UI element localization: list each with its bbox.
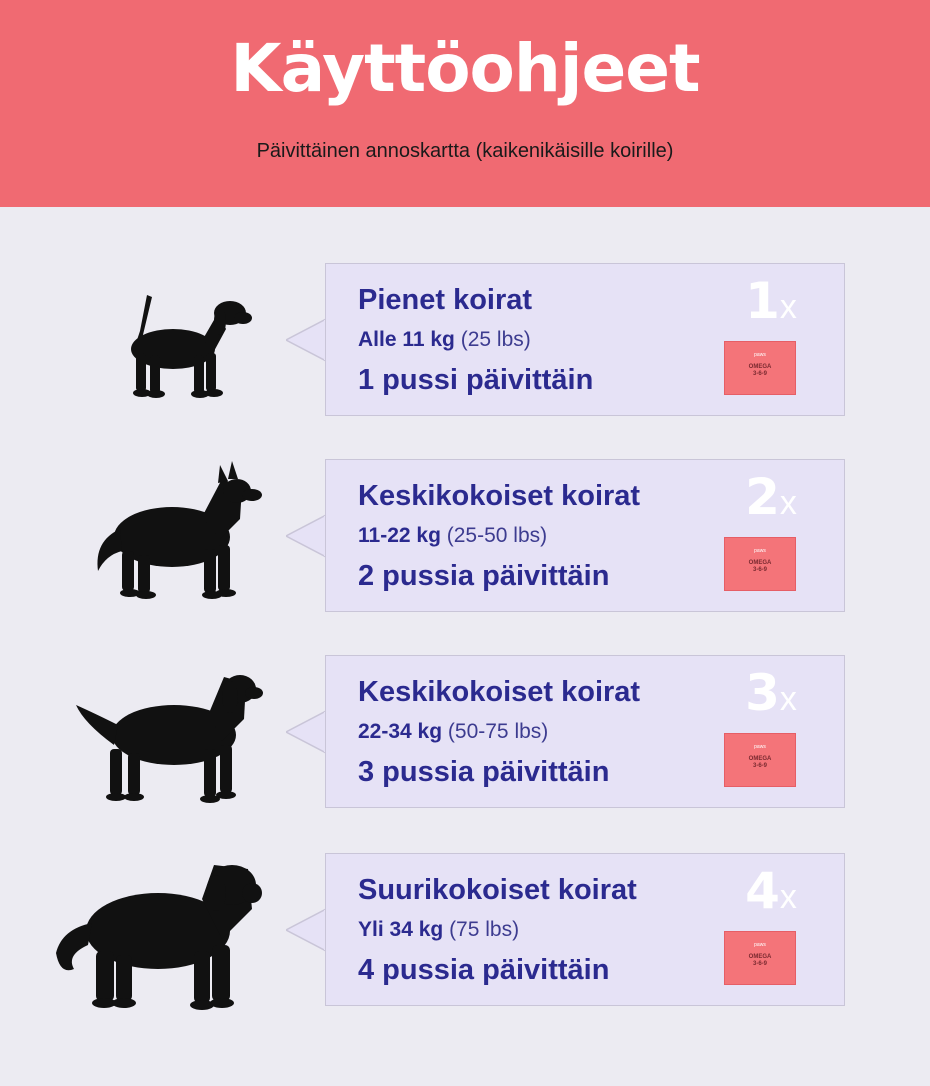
packet-label-line1: OMEGA xyxy=(748,756,772,762)
multiplier-label xyxy=(726,272,816,330)
dog-category: Suurikokoiset koirat xyxy=(358,874,637,906)
multiplier-number: 4 xyxy=(745,862,780,920)
weight-kg: 11-22 kg xyxy=(358,524,441,547)
retriever-silhouette-icon xyxy=(74,663,264,803)
daily-dose: 3 pussia päivittäin xyxy=(358,756,610,788)
dosage-card xyxy=(325,853,845,1006)
saint-bernard-silhouette-icon xyxy=(52,859,264,1011)
weight-range xyxy=(358,918,519,942)
dosage-row-small xyxy=(0,263,930,423)
packet-label-line2: 3-6-9 xyxy=(752,763,767,769)
weight-range xyxy=(358,524,547,548)
packet-label xyxy=(725,364,795,378)
packet-label xyxy=(725,954,795,968)
multiplier-number: 1 xyxy=(745,272,780,330)
multiplier-label xyxy=(726,664,816,722)
packet-label-line2: 3-6-9 xyxy=(752,371,767,377)
packet-label-line1: OMEGA xyxy=(748,560,772,566)
packet-label-line2: 3-6-9 xyxy=(752,961,767,967)
multiplier-x: x xyxy=(779,288,797,326)
card-pointer xyxy=(286,514,328,563)
weight-lbs: (50-75 lbs) xyxy=(447,720,549,743)
multiplier-label xyxy=(726,468,816,526)
weight-kg: Yli 34 kg xyxy=(358,918,444,941)
omega-packet-image xyxy=(724,341,796,395)
dosage-card xyxy=(325,459,845,612)
packet-brand: paws xyxy=(754,744,766,750)
dosage-card xyxy=(325,263,845,416)
weight-range xyxy=(358,720,548,744)
packet-brand: paws xyxy=(754,942,766,948)
weight-lbs: (25 lbs) xyxy=(460,328,531,351)
page-title: Käyttöohjeet xyxy=(230,30,700,107)
daily-dose: 2 pussia päivittäin xyxy=(358,560,610,592)
husky-silhouette-icon xyxy=(92,459,262,599)
dog-category: Keskikokoiset koirat xyxy=(358,480,641,512)
dosage-card xyxy=(325,655,845,808)
packet-brand: paws xyxy=(754,352,766,358)
dosage-row-medium-large xyxy=(0,655,930,815)
packet-label xyxy=(725,560,795,574)
packet-label-line2: 3-6-9 xyxy=(752,567,767,573)
multiplier-x: x xyxy=(779,680,797,718)
dog-category: Keskikokoiset koirat xyxy=(358,676,641,708)
omega-packet-image xyxy=(724,733,796,787)
dog-category: Pienet koirat xyxy=(358,284,533,316)
multiplier-x: x xyxy=(779,484,797,522)
beagle-silhouette-icon xyxy=(118,291,253,403)
weight-lbs: (25-50 lbs) xyxy=(446,524,548,547)
dosage-row-large xyxy=(0,853,930,1013)
multiplier-x: x xyxy=(779,878,797,916)
packet-label xyxy=(725,756,795,770)
multiplier-number: 2 xyxy=(745,468,780,526)
card-pointer xyxy=(286,318,328,367)
card-pointer xyxy=(286,710,328,759)
page-subtitle: Päivittäinen annoskartta (kaikenikäisille koirille) xyxy=(256,140,674,162)
header-banner xyxy=(0,0,930,207)
weight-kg: 22-34 kg xyxy=(358,720,443,743)
multiplier-number: 3 xyxy=(745,664,780,722)
dosage-row-medium xyxy=(0,459,930,619)
weight-kg: Alle 11 kg xyxy=(358,328,455,351)
omega-packet-image xyxy=(724,537,796,591)
omega-packet-image xyxy=(724,931,796,985)
card-pointer xyxy=(286,908,328,957)
daily-dose: 4 pussia päivittäin xyxy=(358,954,610,986)
daily-dose: 1 pussi päivittäin xyxy=(358,364,594,396)
weight-lbs: (75 lbs) xyxy=(449,918,520,941)
multiplier-label xyxy=(726,862,816,920)
packet-label-line1: OMEGA xyxy=(748,364,772,370)
packet-label-line1: OMEGA xyxy=(748,954,772,960)
packet-brand: paws xyxy=(754,548,766,554)
weight-range xyxy=(358,328,531,352)
